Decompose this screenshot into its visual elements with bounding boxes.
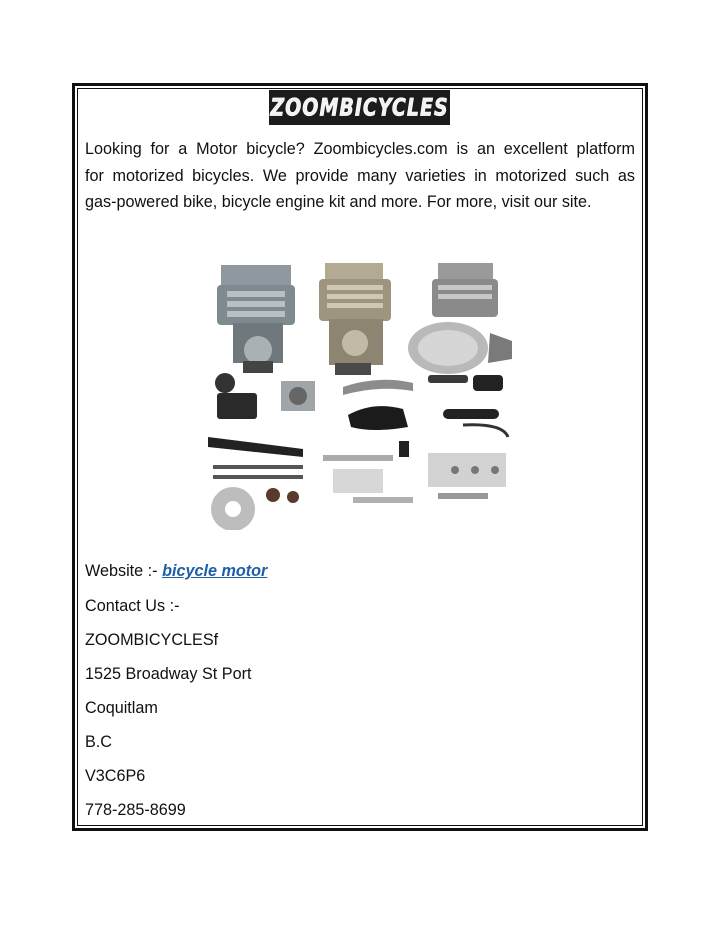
website-label: Website :- [85, 562, 158, 580]
contact-label: Contact Us :- [85, 597, 180, 615]
intro-line: for motorized bicycles. We provide many varieties in motorized such as [85, 166, 635, 185]
province: B.C [85, 733, 112, 751]
website-line [85, 561, 267, 581]
logo-text: ZOOMBICYCLES [270, 93, 449, 122]
company-name: ZOOMBICYCLESf [85, 631, 219, 649]
engine-middle [319, 263, 391, 375]
postal-code: V3C6P6 [85, 767, 146, 785]
street-address: 1525 Broadway St Port [85, 665, 252, 683]
phone-number: 778-285-8699 [85, 801, 186, 819]
intro-paragraph [85, 136, 635, 216]
intro-line: Looking for a Motor bicycle? Zoombicycles.com is an excellent platform [85, 140, 635, 158]
engine-kit-image [203, 235, 521, 530]
city: Coquitlam [85, 699, 158, 717]
intro-line: gas-powered bike, bicycle engine kit and more. For more, visit our site. [85, 193, 592, 211]
zoombicycles-logo [269, 90, 450, 125]
website-link[interactable]: bicycle motor [162, 562, 268, 580]
